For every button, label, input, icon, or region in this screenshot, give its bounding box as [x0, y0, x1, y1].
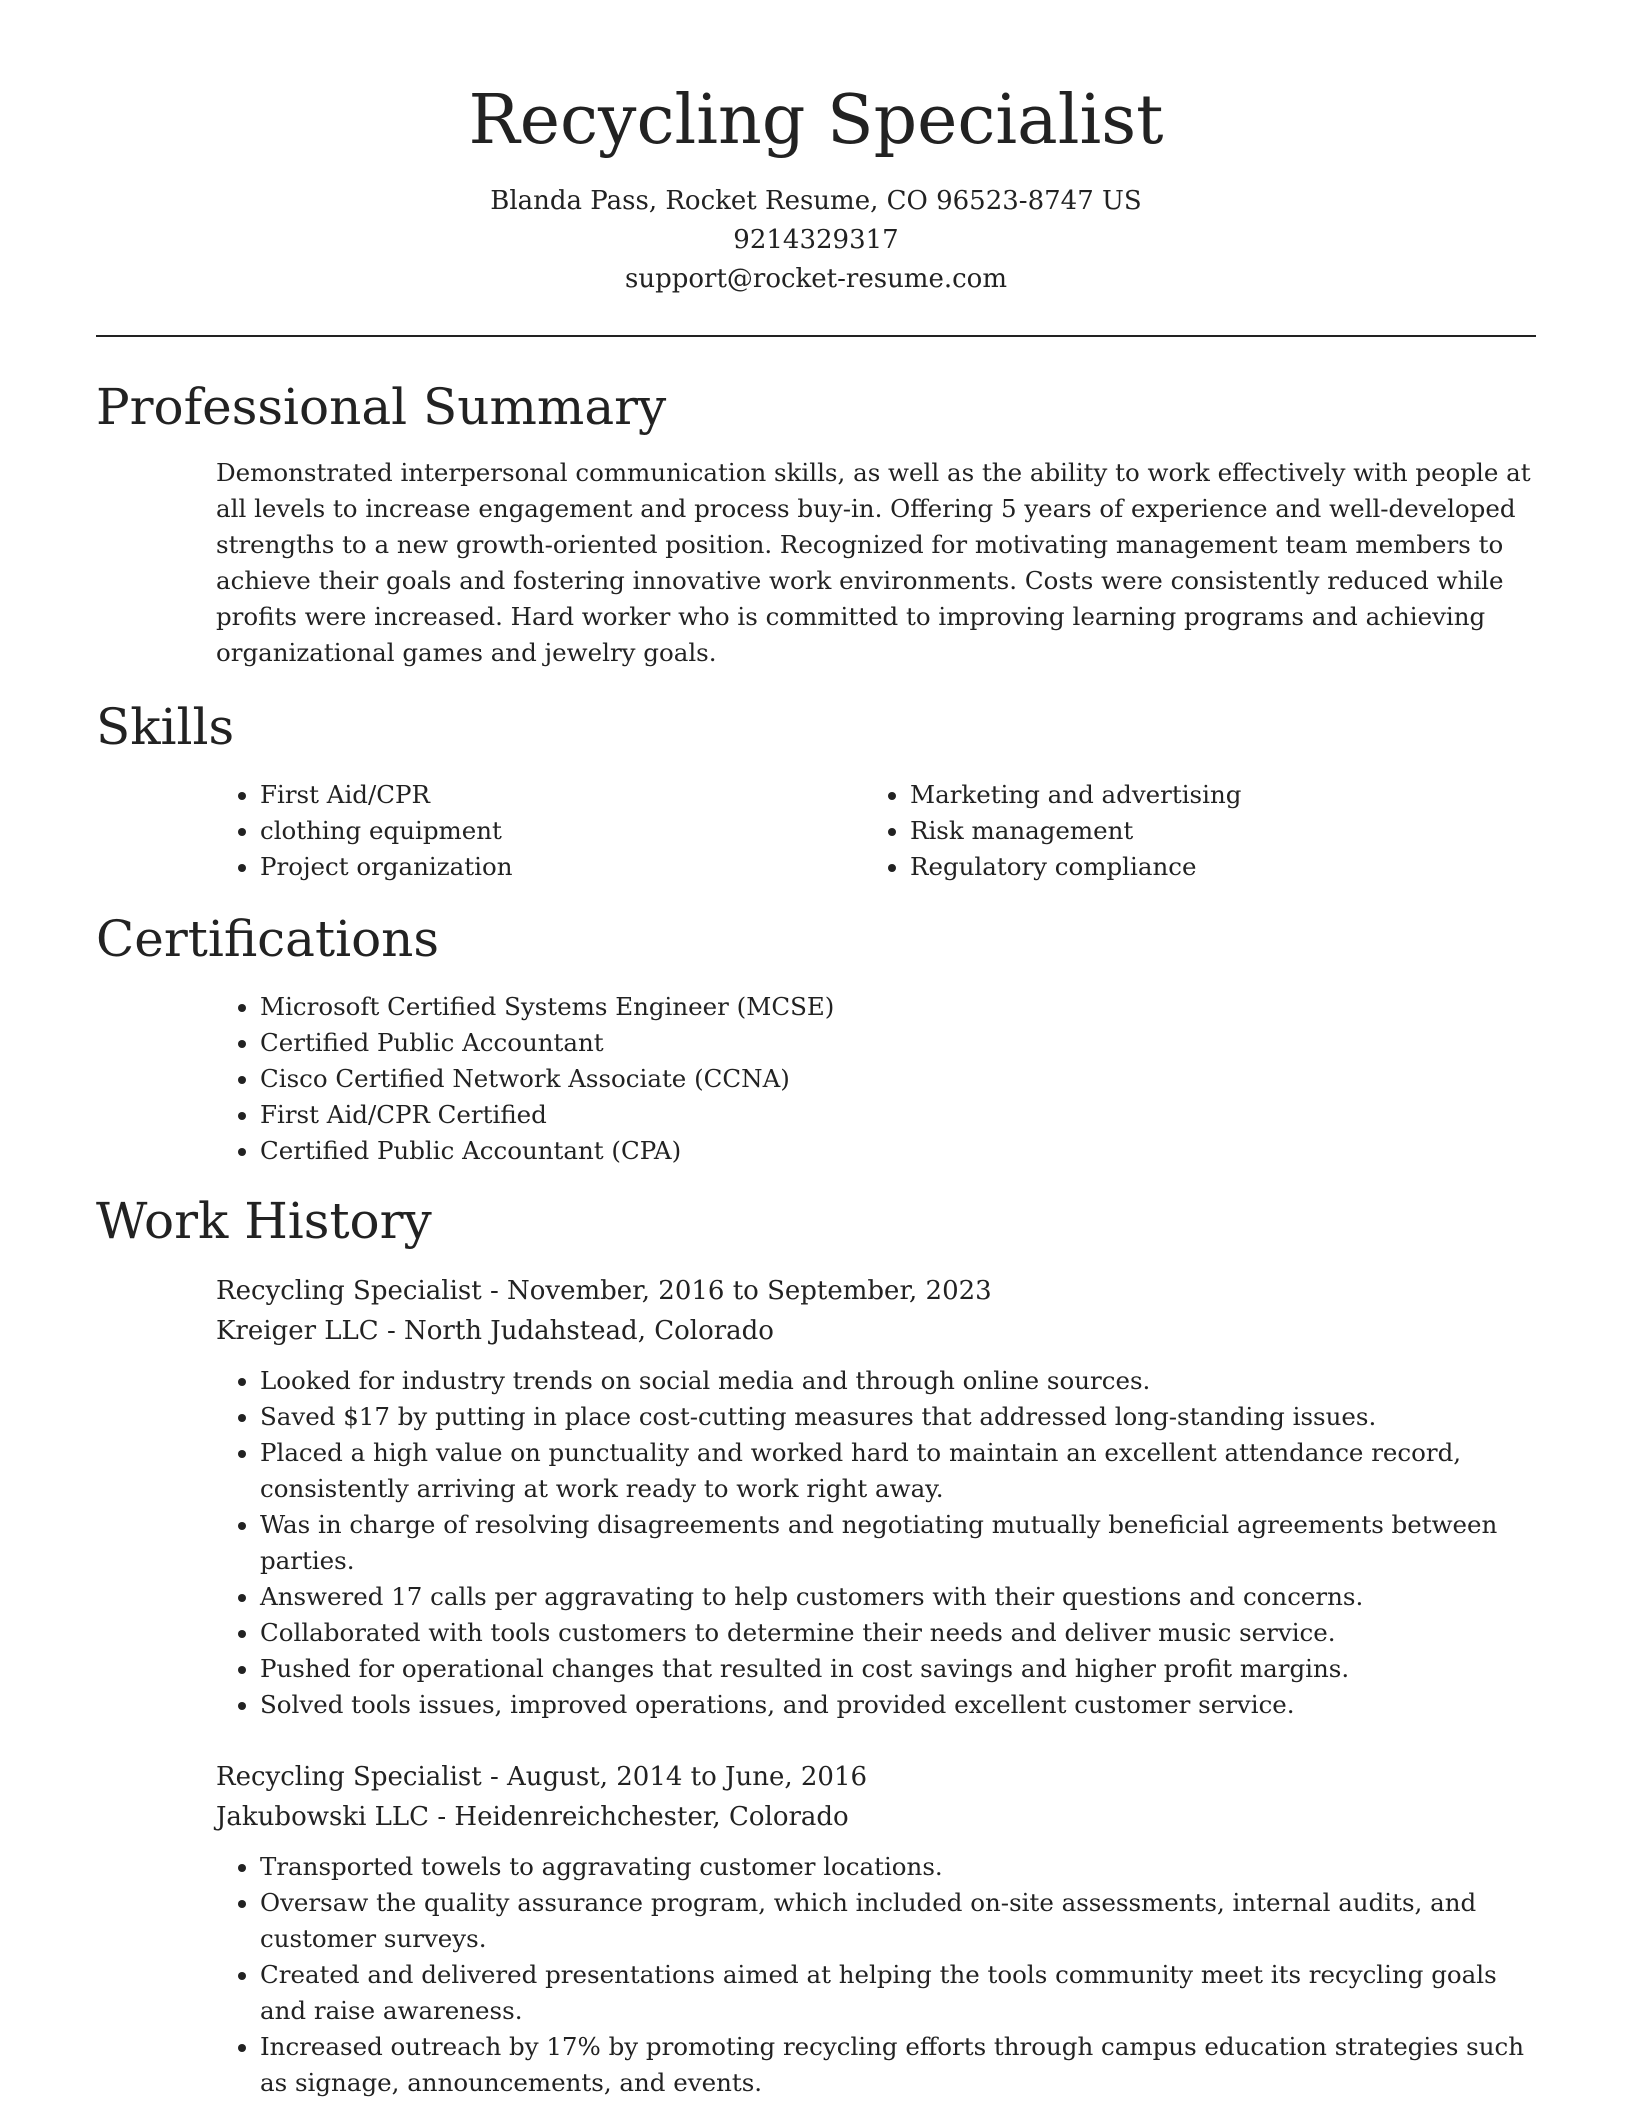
skills-grid: [216, 777, 1536, 885]
certifications-heading: Certifications: [96, 909, 440, 968]
certification-item: • Cisco Certified Network Associate (CCNA): [260, 1061, 1536, 1097]
job-duty-item: • Solved tools issues, improved operations, and provided excellent customer service.: [260, 1687, 1536, 1723]
skill-item: • First Aid/CPR: [260, 777, 866, 813]
job-duties-list: [216, 1849, 1536, 2101]
summary-text: Demonstrated interpersonal communication skills, as well as the ability to work effectively with people at all levels to increase engagement and process buy-in. Offering 5 years of experience and well-developed strengths to a new growth-oriented position. Recognized for motivating management team members to achieve their goals and fostering innovative work environments. Costs were consistently reduced while profits were increased. Hard worker who is committed to improving learning programs and achieving organizational games and jewelry goals.: [216, 457, 1531, 667]
job-company-line: Kreiger LLC - North Judahstead, Colorado: [216, 1315, 774, 1346]
job-duties: [216, 1363, 1536, 1723]
certification-item: • First Aid/CPR Certified: [260, 1097, 1536, 1133]
job-duties-list: [216, 1363, 1536, 1723]
job-entry: [216, 1271, 1536, 1723]
job-role-line: Recycling Specialist - August, 2014 to June, 2016: [216, 1761, 868, 1792]
certification-item: • Microsoft Certified Systems Engineer (MCSE): [260, 989, 1536, 1025]
skills-column-left: [216, 777, 866, 885]
skills-list-left: [216, 777, 866, 885]
skill-item: • Marketing and advertising: [910, 777, 1516, 813]
resume-page: [96, 0, 1536, 2101]
skill-item: • Regulatory compliance: [910, 849, 1516, 885]
skills-column-right: [866, 777, 1516, 885]
job-entry: [216, 1757, 1536, 2101]
contact-phone: 9214329317: [733, 224, 899, 255]
resume-title: Recycling Specialist: [468, 81, 1164, 160]
job-duties: [216, 1849, 1536, 2101]
job-duty-item: • Was in charge of resolving disagreements and negotiating mutually beneficial agreements between parties.: [260, 1507, 1536, 1579]
job-duty-item: • Placed a high value on punctuality and worked hard to maintain an excellent attendance record, consistently arriving at work ready to work right away.: [260, 1435, 1536, 1507]
skill-item: • clothing equipment: [260, 813, 866, 849]
skill-item: • Project organization: [260, 849, 866, 885]
skills-list-right: [866, 777, 1516, 885]
job-duty-item: • Transported towels to aggravating customer locations.: [260, 1849, 1536, 1885]
certifications-list: [216, 989, 1536, 1169]
contact-address: Blanda Pass, Rocket Resume, CO 96523-8747 US: [490, 185, 1142, 216]
job-duty-item: • Saved $17 by putting in place cost-cutting measures that addressed long-standing issues.: [260, 1399, 1536, 1435]
resume-header: [96, 0, 1536, 299]
job-role-line: Recycling Specialist - November, 2016 to September, 2023: [216, 1275, 992, 1306]
job-duty-item: • Collaborated with tools customers to determine their needs and deliver music service.: [260, 1615, 1536, 1651]
job-company-line: Jakubowski LLC - Heidenreichchester, Colorado: [216, 1801, 849, 1832]
job-duty-item: • Answered 17 calls per aggravating to help customers with their questions and concerns.: [260, 1579, 1536, 1615]
header-divider: [96, 335, 1536, 337]
job-duty-item: • Looked for industry trends on social media and through online sources.: [260, 1363, 1536, 1399]
certifications-bullets: [216, 989, 1536, 1169]
summary-heading: Professional Summary: [96, 377, 667, 436]
contact-email: support@rocket-resume.com: [624, 263, 1007, 294]
certification-item: • Certified Public Accountant: [260, 1025, 1536, 1061]
work-history-heading: Work History: [96, 1191, 432, 1250]
job-duty-item: • Pushed for operational changes that resulted in cost savings and higher profit margins.: [260, 1651, 1536, 1687]
job-duty-item: • Oversaw the quality assurance program, which included on-site assessments, internal audits, and customer surveys.: [260, 1885, 1536, 1957]
certification-item: • Certified Public Accountant (CPA): [260, 1133, 1536, 1169]
skill-item: • Risk management: [910, 813, 1516, 849]
skills-heading: Skills: [96, 697, 235, 756]
job-duty-item: • Increased outreach by 17% by promoting recycling efforts through campus education strategies such as signage, announcements, and events.: [260, 2029, 1536, 2101]
job-duty-item: • Created and delivered presentations aimed at helping the tools community meet its recycling goals and raise awareness.: [260, 1957, 1536, 2029]
